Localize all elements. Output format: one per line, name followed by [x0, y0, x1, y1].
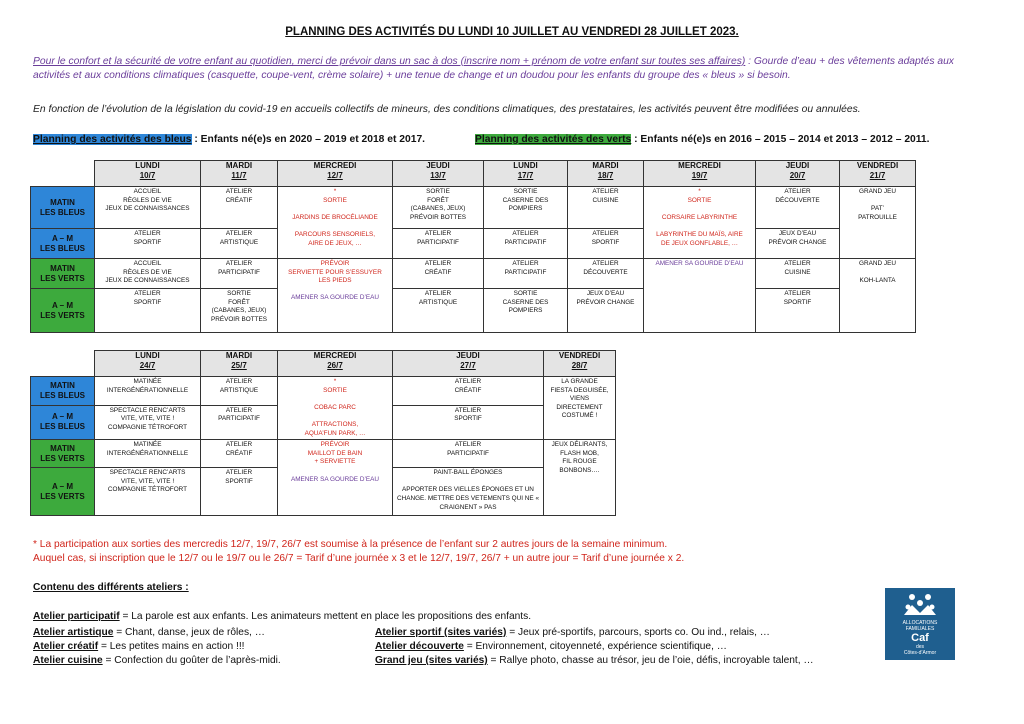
header-day: LUNDI 17/7: [484, 161, 568, 187]
activity-cell: SORTIE FORÊT (CABANES, JEUX) PRÉVOIR BOTTES: [393, 187, 484, 229]
activity-cell: MATINÉE INTERGÉNÉRATIONNELLE: [95, 440, 201, 468]
activity-cell: ATELIER CUISINE: [568, 187, 644, 229]
header-day: VENDREDI 21/7: [840, 161, 916, 187]
def-cuisine: Atelier cuisine = Confection du goûter de l’après-midi.: [33, 655, 281, 666]
logo-text: Caf: [911, 632, 929, 644]
caf-figures-icon: [900, 591, 940, 619]
activity-cell: ATELIER PARTICIPATIF: [393, 229, 484, 259]
activity-cell: ATELIER SPORTIF: [568, 229, 644, 259]
row-label-am-bleus: A – M LES BLEUS: [31, 405, 95, 440]
planning-table-week1: [30, 160, 916, 333]
activity-cell: ATELIER PARTICIPATIF: [484, 259, 568, 289]
logo-text: ALLOCATIONS: [902, 620, 938, 626]
activity-cell: ATELIER PARTICIPATIF: [484, 229, 568, 259]
planning-table-week2: [30, 350, 616, 516]
legend-bleus-label: Planning des activités des bleus: [33, 134, 192, 145]
logo-text: des: [915, 644, 925, 650]
def-sportif: Atelier sportif (sites variés) = Jeux pré-sportifs, parcours, sports co. Ou ind., relais, …: [375, 627, 770, 638]
activity-cell: SPECTACLE RENC’ARTS VITE, VITE, VITE ! COMPAGNIE TÉTROFORT: [95, 468, 201, 516]
activity-cell: SORTIE FORÊT (CABANES, JEUX) PRÉVOIR BOTTES: [201, 289, 278, 333]
activity-cell: MATINÉE INTERGÉNÉRATIONNELLE: [95, 377, 201, 406]
wednesday-outing-cell: * SORTIE JARDINS DE BROCÉLIANDE PARCOURS SENSORIELS, AIRE DE JEUX, …: [278, 187, 393, 259]
wednesday-outing-cell: * SORTIE COBAC PARC ATTRACTIONS, AQUA’FUN PARK, …: [278, 377, 393, 440]
activity-cell: ATELIER SPORTIF: [95, 289, 201, 333]
activity-cell: ATELIER CRÉATIF: [201, 187, 278, 229]
logo-text: Côtes-d’Armor: [903, 650, 937, 656]
caf-logo: [885, 588, 955, 660]
row-label-matin-verts: MATIN LES VERTS: [31, 440, 95, 468]
header-day: JEUDI 20/7: [756, 161, 840, 187]
header-day: JEUDI 13/7: [393, 161, 484, 187]
activity-cell: ATELIER CRÉATIF: [393, 377, 544, 406]
activity-cell: ATELIER PARTICIPATIF: [201, 259, 278, 289]
page-title: PLANNING DES ACTIVITÉS DU LUNDI 10 JUILLET AU VENDREDI 28 JUILLET 2023.: [285, 26, 739, 38]
activity-cell: JEUX D’EAU PRÉVOIR CHANGE: [756, 229, 840, 259]
activity-cell: PAINT-BALL ÉPONGES APPORTER DES VIELLES ÉPONGES ET UN CHANGE. METTRE DES VETEMENTS QUI NE « CRAIGNENT » PAS: [393, 468, 544, 516]
activity-cell: ATELIER DÉCOUVERTE: [756, 187, 840, 229]
row-label-matin-bleus: MATIN LES BLEUS: [31, 187, 95, 229]
logo-text: FAMILIALES: [905, 626, 935, 632]
row-label-am-verts: A – M LES VERTS: [31, 289, 95, 333]
friday-fiesta-verts: JEUX DÉLIRANTS, FLASH MOB, FIL ROUGE BONBONS….: [544, 440, 616, 516]
activity-cell: ATELIER ARTISTIQUE: [201, 377, 278, 406]
intro-underlined: Pour le confort et la sécurité de votre enfant au quotidien, merci de prévoir dans un sac à dos (inscrire nom + prénom de votre enfant sur toutes ses affaires): [33, 56, 746, 67]
activity-cell: ATELIER PARTICIPATIF: [201, 405, 278, 440]
header-day: MARDI 25/7: [201, 351, 278, 377]
participation-note: * La participation aux sorties des mercredis 12/7, 19/7, 26/7 est soumise à la présence de l’enfant sur 2 autres jours de la semaine minimum. Auquel cas, si inscription que le 12/7 ou le 19/7 ou le 26/7 = Tarif d’une journée x 3 et le 12/7, 19/7, 26/7 + un autre jour = Tarif d’une journée x 2.: [33, 539, 685, 564]
def-decouverte: Atelier découverte = Environnement, citoyenneté, expérience scientifique, …: [375, 641, 727, 652]
covid-notice: En fonction de l’évolution de la législation du covid-19 en accueils collectifs de mineurs, des conditions climatiques, des prestataires, les activités peuvent être modifiées ou annulées.: [33, 104, 861, 115]
activity-cell: ATELIER DÉCOUVERTE: [568, 259, 644, 289]
header-day: MERCREDI 19/7: [644, 161, 756, 187]
friday-grand-jeu-bleus: GRAND JEU PAT’ PATROUILLE: [840, 187, 916, 259]
wednesday-outing-cell: PRÉVOIR MAILLOT DE BAIN + SERVIETTE AMENER SA GOURDE D’EAU: [278, 440, 393, 516]
header-day: MERCREDI 12/7: [278, 161, 393, 187]
activity-cell: ATELIER SPORTIF: [95, 229, 201, 259]
wednesday-outing-cell: PRÉVOIR SERVIETTE POUR S’ESSUYER LES PIEDS AMENER SA GOURDE D’EAU: [278, 259, 393, 333]
contenu-title: Contenu des différents ateliers :: [33, 582, 189, 593]
activity-cell: ATELIER SPORTIF: [756, 289, 840, 333]
def-creatif: Atelier créatif = Les petites mains en action !!!: [33, 641, 245, 652]
wednesday-outing-cell: * SORTIE CORSAIRE LABYRINTHE LABYRINTHE DU MAÏS, AIRE DE JEUX GONFLABLE, …: [644, 187, 756, 259]
row-label-matin-verts: MATIN LES VERTS: [31, 259, 95, 289]
header-day: JEUDI 27/7: [393, 351, 544, 377]
activity-cell: ATELIER CRÉATIF: [393, 259, 484, 289]
header-day: LUNDI 10/7: [95, 161, 201, 187]
def-participatif: Atelier participatif = La parole est aux enfants. Les animateurs mettent en place les propositions des enfants.: [33, 611, 532, 622]
activity-cell: ATELIER SPORTIF: [393, 405, 544, 440]
friday-fiesta-bleus: LA GRANDE FIESTA DEGUISÉE, VIENS DIRECTEMENT COSTUMÉ !: [544, 377, 616, 440]
header-day: MARDI 18/7: [568, 161, 644, 187]
row-label-matin-bleus: MATIN LES BLEUS: [31, 377, 95, 406]
legend-verts-text: : Enfants né(e)s en 2016 – 2015 – 2014 et 2013 – 2012 – 2011.: [631, 134, 930, 145]
row-label-am-verts: A – M LES VERTS: [31, 468, 95, 516]
activity-cell: ATELIER PARTICIPATIF: [393, 440, 544, 468]
activity-cell: ATELIER ARTISTIQUE: [201, 229, 278, 259]
friday-grand-jeu-verts: GRAND JEU KOH-LANTA: [840, 259, 916, 333]
legend-verts-label: Planning des activités des verts: [475, 134, 632, 145]
activity-cell: ATELIER ARTISTIQUE: [393, 289, 484, 333]
activity-cell: ATELIER CUISINE: [756, 259, 840, 289]
header-day: MERCREDI 26/7: [278, 351, 393, 377]
activity-cell: ACCUEIL RÈGLES DE VIE JEUX DE CONNAISSANCES: [95, 259, 201, 289]
header-day: VENDREDI 28/7: [544, 351, 616, 377]
wednesday-outing-cell: AMENER SA GOURDE D’EAU: [644, 259, 756, 333]
intro-paragraph: [33, 55, 993, 83]
activity-cell: SORTIE CASERNE DES POMPIERS: [484, 187, 568, 229]
group-legend: [33, 134, 1013, 145]
table-corner: [31, 351, 95, 377]
header-day: MARDI 11/7: [201, 161, 278, 187]
row-label-am-bleus: A – M LES BLEUS: [31, 229, 95, 259]
def-grandjeu: Grand jeu (sites variés) = Rallye photo, chasse au trésor, jeu de l’oie, défis, incroyable talent, …: [375, 655, 814, 666]
activity-cell: SORTIE CASERNE DES POMPIERS: [484, 289, 568, 333]
activity-cell: JEUX D’EAU PRÉVOIR CHANGE: [568, 289, 644, 333]
activity-cell: ATELIER SPORTIF: [201, 468, 278, 516]
activity-cell: SPECTACLE RENC’ARTS VITE, VITE, VITE ! COMPAGNIE TÉTROFORT: [95, 405, 201, 440]
legend-bleus-text: : Enfants né(e)s en 2020 – 2019 et 2018 et 2017.: [191, 134, 426, 145]
activity-cell: ATELIER CRÉATIF: [201, 440, 278, 468]
table-corner: [31, 161, 95, 187]
activity-cell: ACCUEIL RÈGLES DE VIE JEUX DE CONNAISSANCES: [95, 187, 201, 229]
def-artistique: Atelier artistique = Chant, danse, jeux de rôles, …: [33, 627, 265, 638]
intro-rest: : Gourde d’eau + des vêtements adaptés aux activités et aux conditions climatiques (casquette, coupe-vent, crème solaire) + une tenue de change et un doudou pour les enfants du groupe des « bleus » si besoin.: [33, 56, 954, 81]
header-day: LUNDI 24/7: [95, 351, 201, 377]
